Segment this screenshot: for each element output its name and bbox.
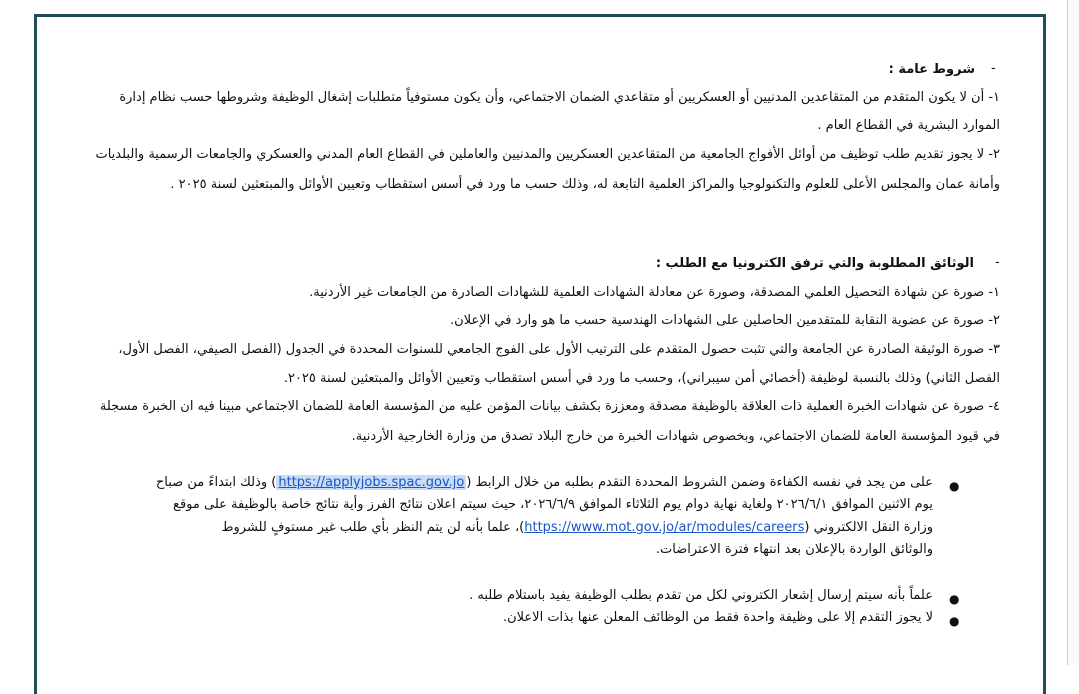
section2-item1: ١- صورة عن شهادة التحصيل العلمي المصدقة، وصورة عن معادلة الشهادات العلمية للشهادات الصادرة من الجامعات غير الأردنية. (309, 285, 1000, 300)
bullet1-line1-post: ) وذلك ابتداءً من صباح (155, 475, 277, 490)
section1-heading: شروط عامة : (888, 62, 975, 77)
bullet1-line1 (156, 474, 933, 492)
section2-heading: الوثائق المطلوبة والتي ترفق الكترونيا مع الطلب : (655, 256, 974, 271)
bullet1-line2: يوم الاثنين الموافق ٢٠٢٦/٦/١ ولغاية نهاية دوام يوم الثلاثاء الموافق ٢٠٢٦/٦/٩، حيث سيتم اعلان نتائج الفرز وأية نتائج خاصة بالوظيفة على موقع (173, 497, 933, 512)
section2-item4-line2: في قيود المؤسسة العامة للضمان الاجتماعي، وبخصوص شهادات الخبرة من خارج البلاد تصدق من وزارة الخارجية الأردنية. (351, 429, 1000, 444)
dash-marker-icon: - (995, 255, 1000, 270)
dash-marker-icon: - (991, 61, 996, 76)
bullet-dot-icon: ● (949, 614, 960, 628)
bullet1-line1-pre: على من يجد في نفسه الكفاءة وضمن الشروط المحددة التقدم بطلبه من خلال الرابط ( (466, 475, 933, 490)
bullet1-line3-pre: وزارة النقل الالكتروني ( (804, 520, 933, 535)
bullet-dot-icon: ● (949, 592, 960, 606)
section1-item2-line1: ٢- لا يجوز تقديم طلب توظيف من أوائل الأفواج الجامعية من المتقاعدين العسكريين والمدنيين والعاملين في القطاع العام المدني والعسكري والجامعات الرسمية والبلديات (95, 147, 1000, 162)
section2-item3-line2: الفصل الثاني) وذلك بالنسبة لوظيفة (أخصائي أمن سيبراني)، وحسب ما ورد في أسس استقطاب وتعيين الأوائل والمبتعثين لسنة ٢٠٢٥. (283, 371, 1000, 386)
bullet3: لا يجوز التقدم إلا على وظيفة واحدة فقط من الوظائف المعلن عنها بذات الاعلان. (502, 610, 933, 625)
section1-item2-line2: وأمانة عمان والمجلس الأعلى للعلوم والتكنولوجيا والمراكز العلمية التابعة له، وذلك حسب ما ورد في أسس استقطاب وتعيين الأوائل والمبتعثين لسنة ٢٠٢٥ . (170, 177, 1000, 192)
section2-item3-line1: ٣- صورة الوثيقة الصادرة عن الجامعة والتي تثبت حصول المتقدم على الترتيب الأول على الفوج الجامعي للسنوات المحددة في الجدول (الفصل الصيفي، الفصل الأول، (118, 342, 1000, 357)
section1-item1-line2: الموارد البشرية في القطاع العام . (817, 118, 1000, 133)
bullet1-line3-post: )، علما بأنه لن يتم النظر بأي طلب غير مستوفٍ للشروط (221, 520, 525, 535)
bullet-dot-icon: ● (949, 479, 960, 493)
mot-careers-link[interactable]: https://www.mot.gov.jo/ar/modules/careers (524, 520, 805, 535)
section1-item1-line1: ١- أن لا يكون المتقدم من المتقاعدين المدنيين أو العسكريين أو متقاعدي الضمان الاجتماعي، وأن يكون مستوفياً متطلبات إشغال الوظيفة وشروطها حسب نظام إدارة (119, 90, 1000, 105)
bullet2: علماً بأنه سيتم إرسال إشعار الكتروني لكل من تقدم بطلب الوظيفة يفيد باستلام طلبه . (469, 588, 933, 603)
applyjobs-link[interactable]: https://applyjobs.spac.gov.jo (278, 475, 465, 490)
bullet1-line3 (221, 519, 933, 537)
section2-item2: ٢- صورة عن عضوية النقابة للمتقدمين الحاصلين على الشهادات الهندسية حسب ما هو وارد في الإعلان. (450, 313, 1000, 328)
section2-item4-line1: ٤- صورة عن شهادات الخبرة العملية ذات العلاقة بالوظيفة مصدقة ومعززة بكشف بيانات المؤمن عليه من المؤسسة العامة للضمان الاجتماعي مبينا فيه ان الخبرة مسجلة (99, 399, 1000, 414)
bullet1-line4: والوثائق الواردة بالإعلان بعد انتهاء فترة الاعتراضات. (655, 542, 933, 557)
